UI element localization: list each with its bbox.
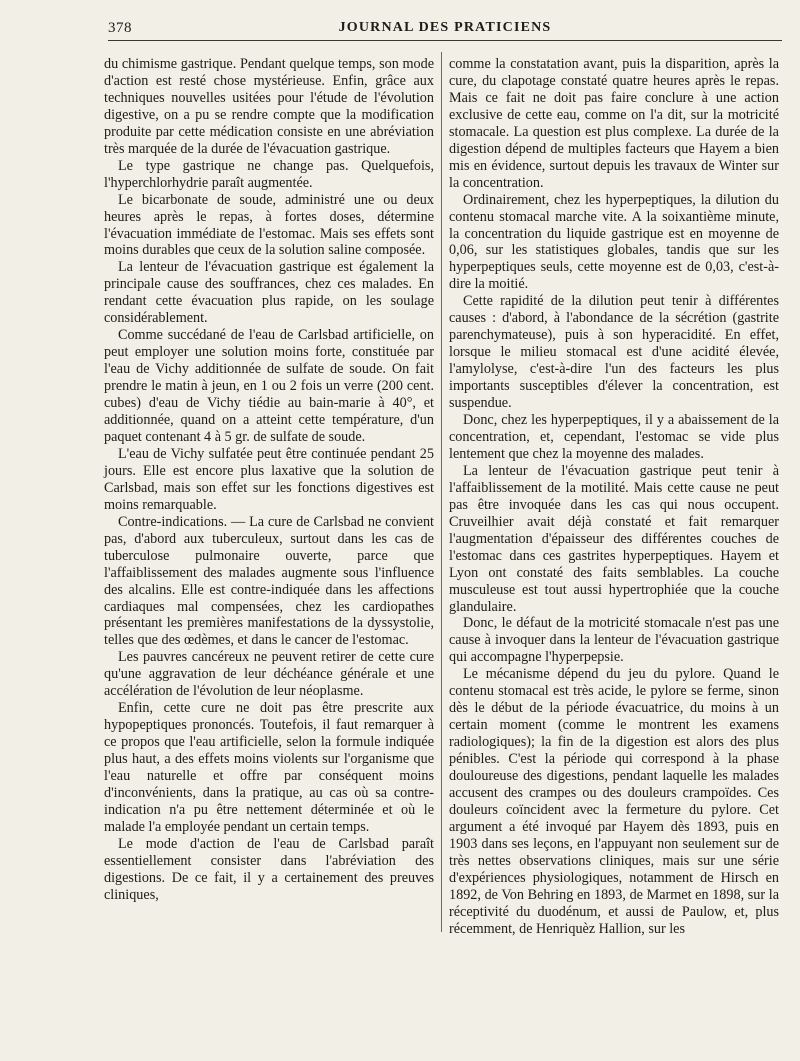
paragraph: Ordinairement, chez les hyperpeptiques, la dilution du contenu stomacal marche vite. A la soixantième minute, la concentration du liquide gastrique est en moyenne de 0,06, sur les statistiques globales, tandis que sur les hyperpeptiques seuls, cette moyenne est de 0,03, c'est-à-dire la moitié. (449, 191, 779, 293)
section-contre-indications: Contre-indications. — La cure de Carlsbad ne convient pas, d'abord aux tuberculeux, surtout dans les cas de tuberculose pulmonaire ouverte, parce que l'affaiblissement des malades augmente sous l'influence des alcalins. Elle est contre-indiquée dans les affections cardiaques mal compensées, chez les cardiopathes présentant les premières manifestations de la dyssystolie, telles que des œdèmes, et dans le cancer de l'estomac. (104, 513, 434, 649)
paragraph: Comme succédané de l'eau de Carlsbad artificielle, on peut employer une solution moins forte, constituée par l'eau de Vichy additionnée de sulfate de soude. On fait prendre le matin à jeun, en 1 ou 2 fois un verre (200 cent. cubes) d'eau de Vichy tiédie au bain-marie à 40°, et additionnée, quand on a atteint cette température, d'un paquet contenant 4 à 5 gr. de sulfate de soude. (104, 327, 434, 445)
right-column (449, 56, 779, 938)
paragraph: L'eau de Vichy sulfatée peut être continuée pendant 25 jours. Elle est encore plus laxative que la solution de Carlsbad, mais son effet sur les fonctions digestives est moins remarquable. (104, 445, 434, 513)
paragraph: Le mode d'action de l'eau de Carlsbad paraît essentiellement consister dans l'abréviation des digestions. De ce fait, il y a certainement des preuves cliniques, (104, 835, 434, 903)
left-column (104, 56, 434, 904)
paragraph: Les pauvres cancéreux ne peuvent retirer de cette cure qu'une aggravation de leur déchéance générale et une accélération de l'évolution de leur néoplasme. (104, 649, 434, 700)
paragraph: La lenteur de l'évacuation gastrique est également la principale cause des souffrances, chez ces malades. En rendant cette évacuation plus rapide, on les soulage considérablement. (104, 259, 434, 327)
paragraph: Le bicarbonate de soude, administré une ou deux heures après le repas, à fortes doses, détermine l'évacuation immédiate de l'estomac. Mais ses effets sont moins durables que ceux de la solution saline composée. (104, 191, 434, 259)
paragraph: Le mécanisme dépend du jeu du pylore. Quand le contenu stomacal est très acide, le pylore se ferme, sinon dès le début de la période évacuatrice, du moins à un certain moment (comme le montrent les examens radiologiques); la fin de la digestion est alors des plus pénibles. C'est la période qui correspond à la phase douloureuse des digestions, pendant laquelle les malades accusent des crampes ou des douleurs crampoïdes. Ces douleurs coïncident avec la fermeture du pylore. Cet argument a été invoqué par Hayem dès 1893, puis en 1903 dans ses leçons, en l'appuyant non seulement sur de très nettes observations cliniques, mais sur une série d'expériences physiologiques, notamment de Hirsch en 1892, de Von Behring en 1893, de Marmet en 1898, sur la réceptivité du duodénum, et aussi de Paulow, et, plus récemment, de Henriquèz Hallion, sur les (449, 666, 779, 937)
paragraph: comme la constatation avant, puis la disparition, après la cure, du clapotage constaté quatre heures après le repas. Mais ce fait ne doit pas faire conclure à une action exclusive de cette eau, comme on l'a dit, sur la motricité stomacale. La question est plus complexe. La durée de la digestion dépend de multiples facteurs que Hayem a bien mis en évidence, surtout depuis les travaux de Winter sur la concentration. (449, 56, 779, 191)
paragraph: La lenteur de l'évacuation gastrique peut tenir à l'affaiblissement de la motilité. Mais cette cause ne peut pas être invoquée dans les cas qui nous occupent. Cruveilhier avait déjà constaté et fait remarquer l'augmentation d'épaisseur des différentes couches de l'estomac dans ces gastrites hyperpeptiques. Hayem et Lyon ont constaté des faits semblables. La couche musculeuse est tout aussi hypertrophiée que la couche glandulaire. (449, 462, 779, 615)
paragraph: Donc, le défaut de la motricité stomacale n'est pas une cause à invoquer dans la lenteur de l'évacuation gastrique qui accompagne l'hyperpepsie. (449, 615, 779, 666)
page-header (108, 18, 782, 41)
column-divider (441, 52, 442, 932)
paragraph: Enfin, cette cure ne doit pas être prescrite aux hypopeptiques prononcés. Toutefois, il faut remarquer à ce propos que l'eau artificielle, selon la formule indiquée plus haut, a des effets moins violents sur l'organisme que l'eau naturelle et offre par conséquent moins d'inconvénients, dans la pratique, au cas où sa contre-indication n'a pu être nettement déterminée et où le malade l'a employée pendant un certain temps. (104, 700, 434, 835)
journal-title: JOURNAL DES PRATICIENS (338, 20, 552, 35)
paragraph: Cette rapidité de la dilution peut tenir à différentes causes : d'abord, à l'abondance de la sécrétion (gastrite parenchymateuse), puis à son hyperacidité. En effet, lorsque le milieu stomacal est d'une acidité élevée, l'amylolyse, c'est-à-dire l'un des facteurs les plus importants susceptibles d'élever la concentration, est suspendue. (449, 293, 779, 412)
paragraph: Donc, chez les hyperpeptiques, il y a abaissement de la concentration, et, cependant, l'estomac se vide plus lentement que chez la moyenne des malades. (449, 412, 779, 462)
paragraph: Le type gastrique ne change pas. Quelquefois, l'hyperchlorhydrie paraît augmentée. (104, 157, 434, 191)
paragraph: du chimisme gastrique. Pendant quelque temps, son mode d'action est resté chose mystérieuse. Enfin, grâce aux techniques nouvelles usitées pour l'étude de l'évolution digestive, on a pu se rendre compte que la modification produite par cette médication consiste en une abréviation très marquée de la durée de l'évacuation gastrique. (104, 56, 434, 157)
page-number: 378 (108, 20, 132, 36)
